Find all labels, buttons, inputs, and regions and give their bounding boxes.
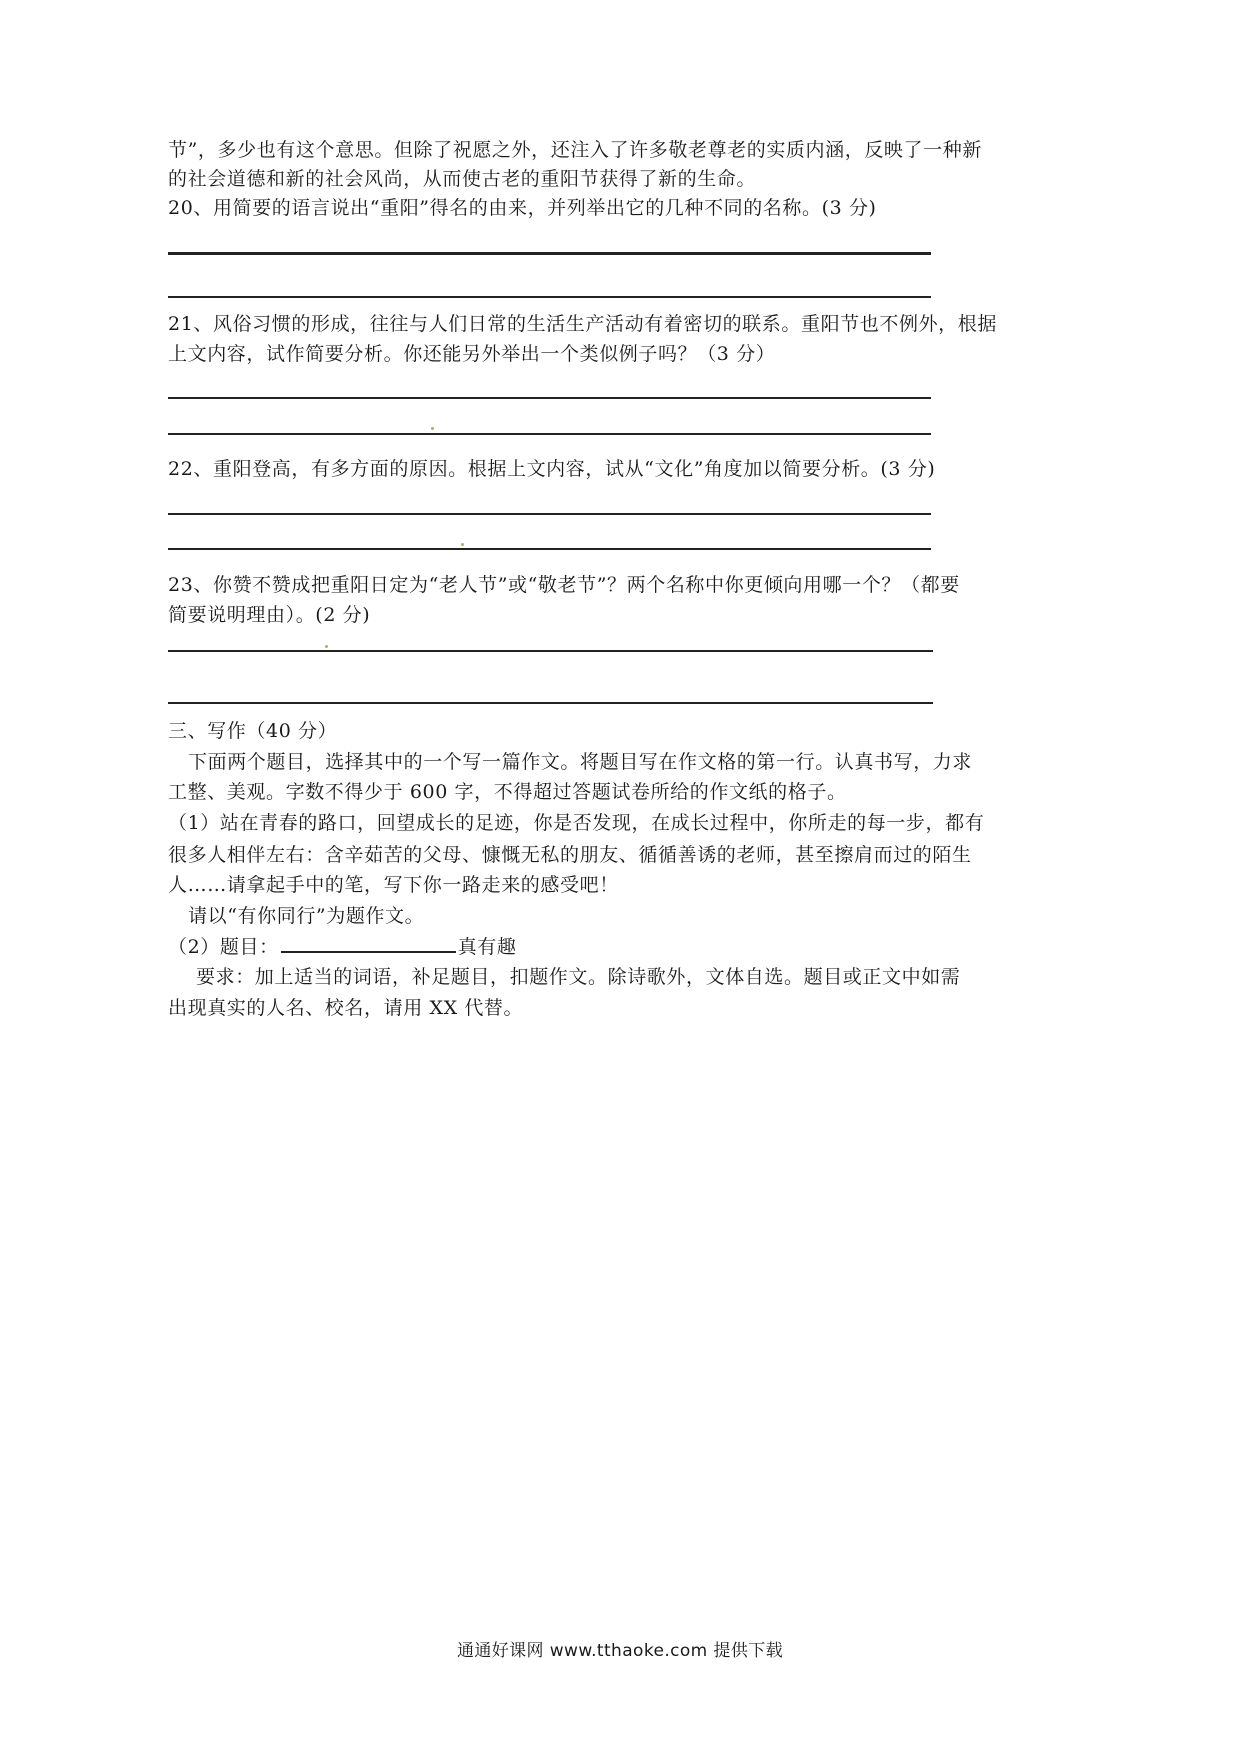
question-20: 20、用简要的语言说出“重阳”得名的由来，并列举出它的几种不同的名称。(3 分) xyxy=(168,197,877,219)
option-1-line-2: 很多人相伴左右：含辛茹苦的父母、慷慨无私的朋友、循循善诱的老师，甚至擦肩而过的陌生 xyxy=(168,844,972,866)
writing-intro-line-2: 工整、美观。字数不得少于 600 字，不得超过答题试卷所给的作文纸的格子。 xyxy=(168,781,847,803)
option-2-title xyxy=(168,931,517,962)
scan-speck xyxy=(325,645,328,648)
answer-line[interactable] xyxy=(168,548,931,550)
question-23-line-1: 23、你赞不赞成把重阳日定为“老人节”或“敬老节”？两个名称中你更倾向用哪一个？（都要 xyxy=(168,574,960,596)
question-21-line-1: 21、风俗习惯的形成，往往与人们日常的生活生产活动有着密切的联系。重阳节也不例外，根据 xyxy=(168,313,997,335)
answer-line[interactable] xyxy=(168,513,931,515)
answer-line[interactable] xyxy=(168,252,931,255)
scan-speck xyxy=(461,543,464,546)
scan-speck xyxy=(431,427,434,430)
question-23-line-2: 简要说明理由）。(2 分) xyxy=(168,604,371,626)
footer-source: 通通好课网 www.tthaoke.com 提供下载 xyxy=(456,1641,784,1661)
answer-line[interactable] xyxy=(168,397,931,399)
writing-intro-line-1: 下面两个题目，选择其中的一个写一篇作文。将题目写在作文格的第一行。认真书写，力求 xyxy=(188,751,973,773)
answer-line[interactable] xyxy=(168,702,933,704)
option-1-line-1: （1）站在青春的路口，回望成长的足迹，你是否发现，在成长过程中，你所走的每一步，都有 xyxy=(168,812,985,834)
passage-line-1: 节”，多少也有这个意思。但除了祝愿之外，还注入了许多敬老尊老的实质内涵，反映了一种新 xyxy=(168,139,982,161)
requirement-line-2: 出现真实的人名、校名，请用 XX 代替。 xyxy=(168,997,524,1019)
answer-line[interactable] xyxy=(168,433,931,435)
option-1-prompt: 请以“有你同行”为题作文。 xyxy=(188,905,425,927)
title-blank[interactable] xyxy=(281,931,456,953)
requirement-line-1: 要求：加上适当的词语，补足题目，扣题作文。除诗歌外，文体自选。题目或正文中如需 xyxy=(196,966,961,988)
option-2-prefix: （2）题目： xyxy=(168,936,279,958)
writing-heading: 三、写作（40 分） xyxy=(168,720,338,742)
answer-line[interactable] xyxy=(168,650,933,652)
option-1-line-3: 人……请拿起手中的笔，写下你一路走来的感受吧！ xyxy=(168,874,619,896)
option-2-suffix: 真有趣 xyxy=(457,936,517,958)
answer-line[interactable] xyxy=(168,296,931,298)
passage-line-2: 的社会道德和新的社会风尚，从而使古老的重阳节获得了新的生命。 xyxy=(168,168,757,190)
question-21-line-2: 上文内容，试作简要分析。你还能另外举出一个类似例子吗？（3 分） xyxy=(168,343,776,365)
question-22: 22、重阳登高，有多方面的原因。根据上文内容，试从“文化”角度加以简要分析。(3 分) xyxy=(168,458,936,480)
